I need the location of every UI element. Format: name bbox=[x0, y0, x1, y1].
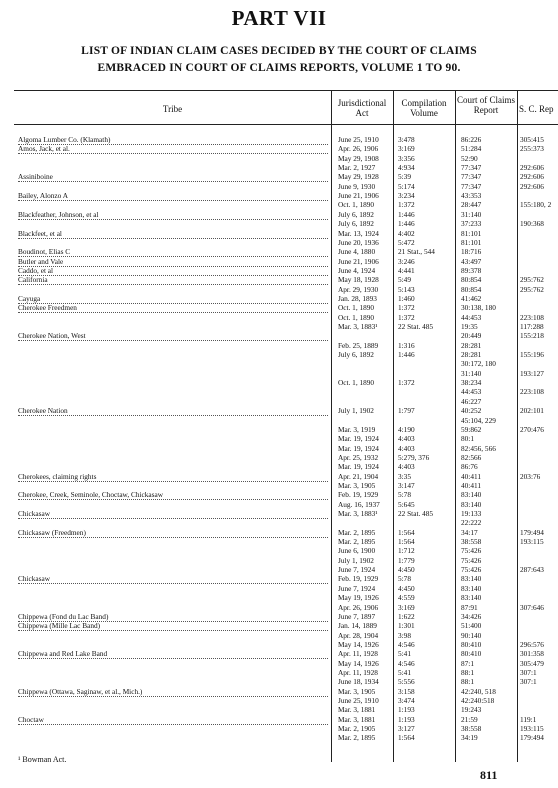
cell-act: May 14, 1926 bbox=[338, 639, 379, 649]
cell-comp: 3:147 bbox=[398, 480, 415, 490]
cell-comp: 1:372 bbox=[398, 378, 415, 388]
cell-sc: 179:494 bbox=[520, 527, 544, 537]
cell-sc: 223:108 bbox=[520, 312, 544, 322]
cell-comp: 1:797 bbox=[398, 406, 415, 416]
cell-ccr: 20:449 bbox=[461, 331, 482, 341]
cell-tribe: Chippewa (Ottawa, Saginaw, et al., Mich.) bbox=[18, 687, 328, 697]
cell-ccr: 41:462 bbox=[461, 293, 482, 303]
cell-ccr: 44:453 bbox=[461, 312, 482, 322]
cell-comp: 4:403 bbox=[398, 434, 415, 444]
cell-ccr: 89:378 bbox=[461, 265, 482, 275]
cell-ccr: 22:222 bbox=[461, 518, 482, 528]
cell-act: Feb. 19, 1929 bbox=[338, 574, 379, 584]
cell-comp: 5:41 bbox=[398, 667, 411, 677]
cell-act: Feb. 19, 1929 bbox=[338, 490, 379, 500]
cell-sc: 287:643 bbox=[520, 565, 544, 575]
cell-comp: 4:403 bbox=[398, 462, 415, 472]
cell-ccr: 87:91 bbox=[461, 602, 478, 612]
cell-act: May 19, 1926 bbox=[338, 593, 379, 603]
cell-comp: 5:41 bbox=[398, 649, 411, 659]
part-heading: PART VII bbox=[231, 6, 327, 30]
cell-ccr: 81:101 bbox=[461, 237, 482, 247]
cell-comp: 3:35 bbox=[398, 471, 411, 481]
cell-tribe: Cherokees, claiming rights bbox=[18, 472, 328, 482]
cell-ccr: 83:140 bbox=[461, 593, 482, 603]
cell-comp: 3:234 bbox=[398, 191, 415, 201]
cell-sc: 190:368 bbox=[520, 219, 544, 229]
cell-tribe: Choctaw bbox=[18, 715, 328, 725]
cell-ccr: 75:426 bbox=[461, 555, 482, 565]
cell-comp: 4:546 bbox=[398, 639, 415, 649]
cell-act: June 9, 1930 bbox=[338, 181, 376, 191]
cell-comp: 5:645 bbox=[398, 499, 415, 509]
cell-ccr: 80:410 bbox=[461, 649, 482, 659]
cell-act: July 6, 1892 bbox=[338, 350, 374, 360]
page-number: 811 bbox=[480, 768, 498, 782]
cell-sc: 117:288 bbox=[520, 322, 544, 331]
cell-sc: 193:115 bbox=[520, 724, 544, 734]
cell-ccr: 83:140 bbox=[461, 574, 482, 584]
cell-tribe: Cherokee, Creek, Seminole, Choctaw, Chickasaw bbox=[18, 490, 328, 500]
cell-ccr: 31:140 bbox=[461, 368, 482, 378]
cell-act: Mar. 13, 1924 bbox=[338, 228, 379, 238]
cell-act: June 21, 1906 bbox=[338, 256, 379, 266]
cell-act: Oct. 1, 1890 bbox=[338, 200, 375, 210]
cell-comp: 1:372 bbox=[398, 312, 415, 322]
cell-tribe: Blackfeet, et al bbox=[18, 229, 328, 239]
cell-tribe: Cayuga bbox=[18, 294, 328, 304]
cell-sc: 155:196 bbox=[520, 350, 544, 360]
cell-ccr: 80:1 bbox=[461, 434, 474, 444]
cell-act: June 7, 1897 bbox=[338, 611, 376, 621]
cell-act: Apr. 11, 1928 bbox=[338, 649, 378, 659]
cell-ccr: 80:854 bbox=[461, 275, 482, 285]
cell-ccr: 38:558 bbox=[461, 724, 482, 734]
cell-ccr: 46:227 bbox=[461, 396, 482, 406]
cell-comp: 4:403 bbox=[398, 443, 415, 453]
cell-sc: 301:358 bbox=[520, 649, 544, 659]
cell-comp: 3:98 bbox=[398, 630, 411, 640]
cell-comp: 4:402 bbox=[398, 228, 415, 238]
cell-comp: 1:460 bbox=[398, 293, 415, 303]
cell-tribe: Caddo, et al bbox=[18, 266, 328, 276]
col-divider-1 bbox=[331, 90, 332, 762]
cell-comp: 5:39 bbox=[398, 172, 411, 182]
cell-tribe: Chippewa and Red Lake Band bbox=[18, 649, 328, 659]
cell-act: July 6, 1892 bbox=[338, 209, 374, 219]
cell-act: June 18, 1934 bbox=[338, 677, 379, 687]
cell-comp: 3:356 bbox=[398, 153, 415, 163]
cell-comp: 1:446 bbox=[398, 209, 415, 219]
cell-ccr: 75:426 bbox=[461, 546, 482, 556]
cell-comp: 1:712 bbox=[398, 546, 415, 556]
cell-comp: 21 Stat., 544 bbox=[398, 247, 435, 257]
cell-ccr: 19:133 bbox=[461, 509, 482, 518]
cell-comp: 5:143 bbox=[398, 284, 415, 294]
cell-comp: 4:546 bbox=[398, 658, 415, 668]
cell-act: Apr. 28, 1904 bbox=[338, 630, 379, 640]
cell-ccr: 40:252 bbox=[461, 406, 482, 416]
cell-sc: 307:1 bbox=[520, 677, 537, 687]
cell-ccr: 77:347 bbox=[461, 163, 482, 173]
cell-act: June 6, 1900 bbox=[338, 546, 376, 556]
cell-act: Jan. 28, 1893 bbox=[338, 293, 377, 303]
cell-ccr: 77:347 bbox=[461, 181, 482, 191]
cell-comp: 1:193 bbox=[398, 714, 415, 724]
cell-tribe: Chickasaw bbox=[18, 574, 328, 584]
cell-ccr: 31:140 bbox=[461, 209, 482, 219]
cell-ccr: 80:410 bbox=[461, 639, 482, 649]
cell-comp: 3:127 bbox=[398, 724, 415, 734]
cell-comp: 3:246 bbox=[398, 256, 415, 266]
cell-comp: 22 Stat. 485 bbox=[398, 322, 434, 331]
cell-sc: 255:373 bbox=[520, 144, 544, 154]
cell-ccr: 51:400 bbox=[461, 621, 482, 631]
cell-ccr: 88:1 bbox=[461, 677, 474, 687]
cell-comp: 3:158 bbox=[398, 686, 415, 696]
cell-sc: 270:476 bbox=[520, 424, 544, 434]
cell-act: Jan. 14, 1889 bbox=[338, 621, 377, 631]
cell-comp: 4:934 bbox=[398, 163, 415, 173]
cell-act: Mar. 3, 1905 bbox=[338, 480, 376, 490]
cell-tribe: Algoma Lumber Co. (Klamath) bbox=[18, 135, 328, 145]
cell-tribe: Butler and Vale bbox=[18, 257, 328, 267]
cell-tribe: Cherokee Nation bbox=[18, 406, 328, 416]
cell-sc: 155:180, 2 bbox=[520, 200, 552, 210]
cell-ccr: 28:281 bbox=[461, 340, 482, 350]
cell-ccr: 77:347 bbox=[461, 172, 482, 182]
cell-act: Mar. 3, 1881 bbox=[338, 714, 376, 724]
cell-ccr: 45:104, 229 bbox=[461, 415, 496, 425]
cell-act: June 7, 1924 bbox=[338, 583, 376, 593]
cell-ccr: 80:854 bbox=[461, 284, 482, 294]
cell-act: July 6, 1892 bbox=[338, 219, 374, 229]
cell-act: Mar. 3, 1905 bbox=[338, 686, 376, 696]
cell-comp: 1:564 bbox=[398, 537, 415, 547]
cell-ccr: 38:558 bbox=[461, 537, 482, 547]
cell-act: Mar. 19, 1924 bbox=[338, 434, 379, 444]
cell-comp: 1:316 bbox=[398, 340, 415, 350]
cell-comp: 3:478 bbox=[398, 135, 415, 144]
cell-ccr: 81:101 bbox=[461, 228, 482, 238]
cell-act: July 1, 1902 bbox=[338, 555, 374, 565]
cell-comp: 5:174 bbox=[398, 181, 415, 191]
cell-sc: 296:576 bbox=[520, 639, 544, 649]
header-bottom-rule bbox=[14, 124, 558, 125]
cell-comp: 1:779 bbox=[398, 555, 415, 565]
cell-ccr: 34:17 bbox=[461, 527, 478, 537]
cell-sc: 292:606 bbox=[520, 172, 544, 182]
cell-act: Oct. 1, 1890 bbox=[338, 312, 375, 322]
cell-act: Mar. 2, 1895 bbox=[338, 733, 376, 743]
cell-tribe: Chippewa (Fond du Lac Band) bbox=[18, 612, 328, 622]
cell-act: June 25, 1910 bbox=[338, 135, 379, 144]
cell-act: Mar. 3, 1881 bbox=[338, 705, 376, 715]
cell-sc: 307:646 bbox=[520, 602, 544, 612]
cell-act: June 21, 1906 bbox=[338, 191, 379, 201]
cell-act: July 1, 1902 bbox=[338, 406, 374, 416]
cell-comp: 1:372 bbox=[398, 200, 415, 210]
cell-ccr: 28:281 bbox=[461, 350, 482, 360]
col-divider-3 bbox=[455, 90, 456, 762]
cell-act: June 25, 1910 bbox=[338, 696, 379, 705]
cell-comp: 1:446 bbox=[398, 219, 415, 229]
header-ccr: Court of Claims Report bbox=[457, 95, 515, 115]
cell-act: Mar. 3, 1919 bbox=[338, 424, 376, 434]
cell-tribe: Cherokee Nation, West bbox=[18, 331, 328, 341]
cell-comp: 5:78 bbox=[398, 574, 411, 584]
cell-act: Apr. 25, 1932 bbox=[338, 452, 379, 462]
cell-tribe: Amos, Jack, et al. bbox=[18, 144, 328, 154]
cell-sc: 203:76 bbox=[520, 471, 541, 481]
cell-tribe: California bbox=[18, 275, 328, 285]
cell-ccr: 43:353 bbox=[461, 191, 482, 201]
cell-act: Aug. 16, 1937 bbox=[338, 499, 380, 509]
cell-ccr: 86:76 bbox=[461, 462, 478, 472]
cell-ccr: 42:240:518 bbox=[461, 696, 495, 705]
cell-ccr: 82:566 bbox=[461, 452, 482, 462]
header-comp: Compilation Volume bbox=[401, 98, 447, 118]
cell-tribe: Chickasaw bbox=[18, 509, 328, 519]
cell-ccr: 19:35 bbox=[461, 322, 478, 331]
cell-act: Mar. 19, 1924 bbox=[338, 462, 379, 472]
title-line-1: LIST OF INDIAN CLAIM CASES DECIDED BY THE COURT OF CLAIMS bbox=[81, 45, 477, 57]
cell-ccr: 34:426 bbox=[461, 611, 482, 621]
cell-comp: 3:474 bbox=[398, 696, 415, 705]
cell-tribe: Boudinot, Elias C bbox=[18, 247, 328, 257]
cell-ccr: 44:453 bbox=[461, 387, 482, 397]
cell-ccr: 40:411 bbox=[461, 471, 481, 481]
cell-sc: 292:606 bbox=[520, 163, 544, 173]
cell-sc: 295:762 bbox=[520, 284, 544, 294]
cell-sc: 305:415 bbox=[520, 135, 544, 144]
title-line-2: EMBRACED IN COURT OF CLAIMS REPORTS, VOLUME 1 TO 90. bbox=[97, 62, 461, 74]
cell-ccr: 87:1 bbox=[461, 658, 474, 668]
cell-comp: 1:193 bbox=[398, 705, 415, 715]
cell-ccr: 75:426 bbox=[461, 565, 482, 575]
cell-ccr: 59:862 bbox=[461, 424, 482, 434]
cell-comp: 3:169 bbox=[398, 144, 415, 154]
cell-comp: 5:279, 376 bbox=[398, 452, 430, 462]
col-divider-4 bbox=[517, 90, 518, 762]
cell-act: Apr. 26, 1906 bbox=[338, 144, 379, 154]
cell-comp: 4:450 bbox=[398, 565, 415, 575]
cell-comp: 1:301 bbox=[398, 621, 415, 631]
cell-ccr: 40:411 bbox=[461, 480, 481, 490]
cell-act: June 4, 1924 bbox=[338, 265, 376, 275]
cell-comp: 1:564 bbox=[398, 733, 415, 743]
cell-act: Mar. 2, 1895 bbox=[338, 527, 376, 537]
cell-act: May 29, 1928 bbox=[338, 172, 379, 182]
cell-act: Mar. 3, 1883¹ bbox=[338, 509, 378, 518]
cell-comp: 5:556 bbox=[398, 677, 415, 687]
cell-ccr: 30:172, 180 bbox=[461, 359, 496, 369]
cell-tribe: Assiniboine bbox=[18, 172, 328, 182]
cell-comp: 1:564 bbox=[398, 527, 415, 537]
cell-act: Apr. 29, 1930 bbox=[338, 284, 379, 294]
cell-ccr: 30:138, 180 bbox=[461, 303, 496, 313]
cell-act: May 18, 1928 bbox=[338, 275, 379, 285]
cell-ccr: 86:226 bbox=[461, 135, 482, 144]
cell-sc: 179:494 bbox=[520, 733, 544, 743]
cell-act: May 29, 1908 bbox=[338, 153, 379, 163]
cell-comp: 5:78 bbox=[398, 490, 411, 500]
cell-sc: 305:479 bbox=[520, 658, 544, 668]
cell-act: June 20, 1936 bbox=[338, 237, 379, 247]
cell-comp: 5:49 bbox=[398, 275, 411, 285]
cell-ccr: 28:447 bbox=[461, 200, 482, 210]
cell-comp: 1:372 bbox=[398, 303, 415, 313]
cell-sc: 307:1 bbox=[520, 667, 537, 677]
cell-act: Oct. 1, 1890 bbox=[338, 303, 375, 313]
cell-act: Apr. 26, 1906 bbox=[338, 602, 379, 612]
cell-act: Apr. 21, 1904 bbox=[338, 471, 379, 481]
cell-comp: 4:190 bbox=[398, 424, 415, 434]
cell-ccr: 51:284 bbox=[461, 144, 482, 154]
cell-act: Mar. 2, 1895 bbox=[338, 537, 376, 547]
cell-sc: 223:108 bbox=[520, 387, 544, 397]
header-act: Jurisdictional Act bbox=[337, 98, 387, 118]
cell-comp: 1:446 bbox=[398, 350, 415, 360]
cell-ccr: 19:243 bbox=[461, 705, 482, 715]
cell-ccr: 37:233 bbox=[461, 219, 482, 229]
cell-ccr: 83:140 bbox=[461, 583, 482, 593]
cell-ccr: 38:234 bbox=[461, 378, 482, 388]
cell-ccr: 18:716 bbox=[461, 247, 482, 257]
header-top-rule bbox=[14, 90, 558, 91]
cell-sc: 155:218 bbox=[520, 331, 544, 341]
cell-ccr: 88:1 bbox=[461, 667, 474, 677]
header-sc: S. C. Rep bbox=[519, 104, 554, 114]
cell-sc: 119:1 bbox=[520, 714, 537, 724]
cell-ccr: 42:240, 518 bbox=[461, 686, 496, 696]
cell-act: Mar. 3, 1883¹ bbox=[338, 322, 378, 331]
cell-act: June 4, 1880 bbox=[338, 247, 376, 257]
cell-comp: 3:169 bbox=[398, 602, 415, 612]
cell-ccr: 82:456, 566 bbox=[461, 443, 496, 453]
cell-act: June 7, 1924 bbox=[338, 565, 376, 575]
cell-act: Mar. 19, 1924 bbox=[338, 443, 379, 453]
cell-act: Feb. 25, 1889 bbox=[338, 340, 379, 350]
header-tribe: Tribe bbox=[162, 104, 183, 114]
cell-sc: 193:115 bbox=[520, 537, 544, 547]
cell-comp: 5:472 bbox=[398, 237, 415, 247]
cell-comp: 1:622 bbox=[398, 611, 415, 621]
cell-act: May 14, 1926 bbox=[338, 658, 379, 668]
cell-ccr: 21:59 bbox=[461, 714, 478, 724]
cell-ccr: 83:140 bbox=[461, 499, 482, 509]
cell-comp: 4:450 bbox=[398, 583, 415, 593]
cell-tribe: Cherokee Freedmen bbox=[18, 303, 328, 313]
cell-ccr: 90:140 bbox=[461, 630, 482, 640]
col-divider-2 bbox=[393, 90, 394, 762]
footnote: ¹ Bowman Act. bbox=[18, 755, 67, 764]
cell-comp: 4:559 bbox=[398, 593, 415, 603]
cell-tribe: Chickasaw (Freedmen) bbox=[18, 528, 328, 538]
cell-ccr: 43:497 bbox=[461, 256, 482, 266]
cell-sc: 292:606 bbox=[520, 181, 544, 191]
cell-ccr: 83:140 bbox=[461, 490, 482, 500]
cell-ccr: 34:19 bbox=[461, 733, 478, 743]
cell-sc: 295:762 bbox=[520, 275, 544, 285]
cell-act: Mar. 2, 1927 bbox=[338, 163, 376, 173]
cell-tribe: Blackfeather, Johnson, et al bbox=[18, 210, 328, 220]
cell-sc: 193:127 bbox=[520, 368, 544, 378]
cell-sc: 202:101 bbox=[520, 406, 544, 416]
cell-act: Apr. 11, 1928 bbox=[338, 667, 378, 677]
cell-ccr: 52:90 bbox=[461, 153, 478, 163]
cell-comp: 22 Stat. 485 bbox=[398, 509, 434, 518]
cell-tribe: Chippewa (Mille Lac Band) bbox=[18, 621, 328, 631]
cell-act: Oct. 1, 1890 bbox=[338, 378, 375, 388]
cell-comp: 4:441 bbox=[398, 265, 415, 275]
cell-act: Mar. 2, 1905 bbox=[338, 724, 376, 734]
cell-tribe: Bailey, Alonzo A bbox=[18, 191, 328, 201]
